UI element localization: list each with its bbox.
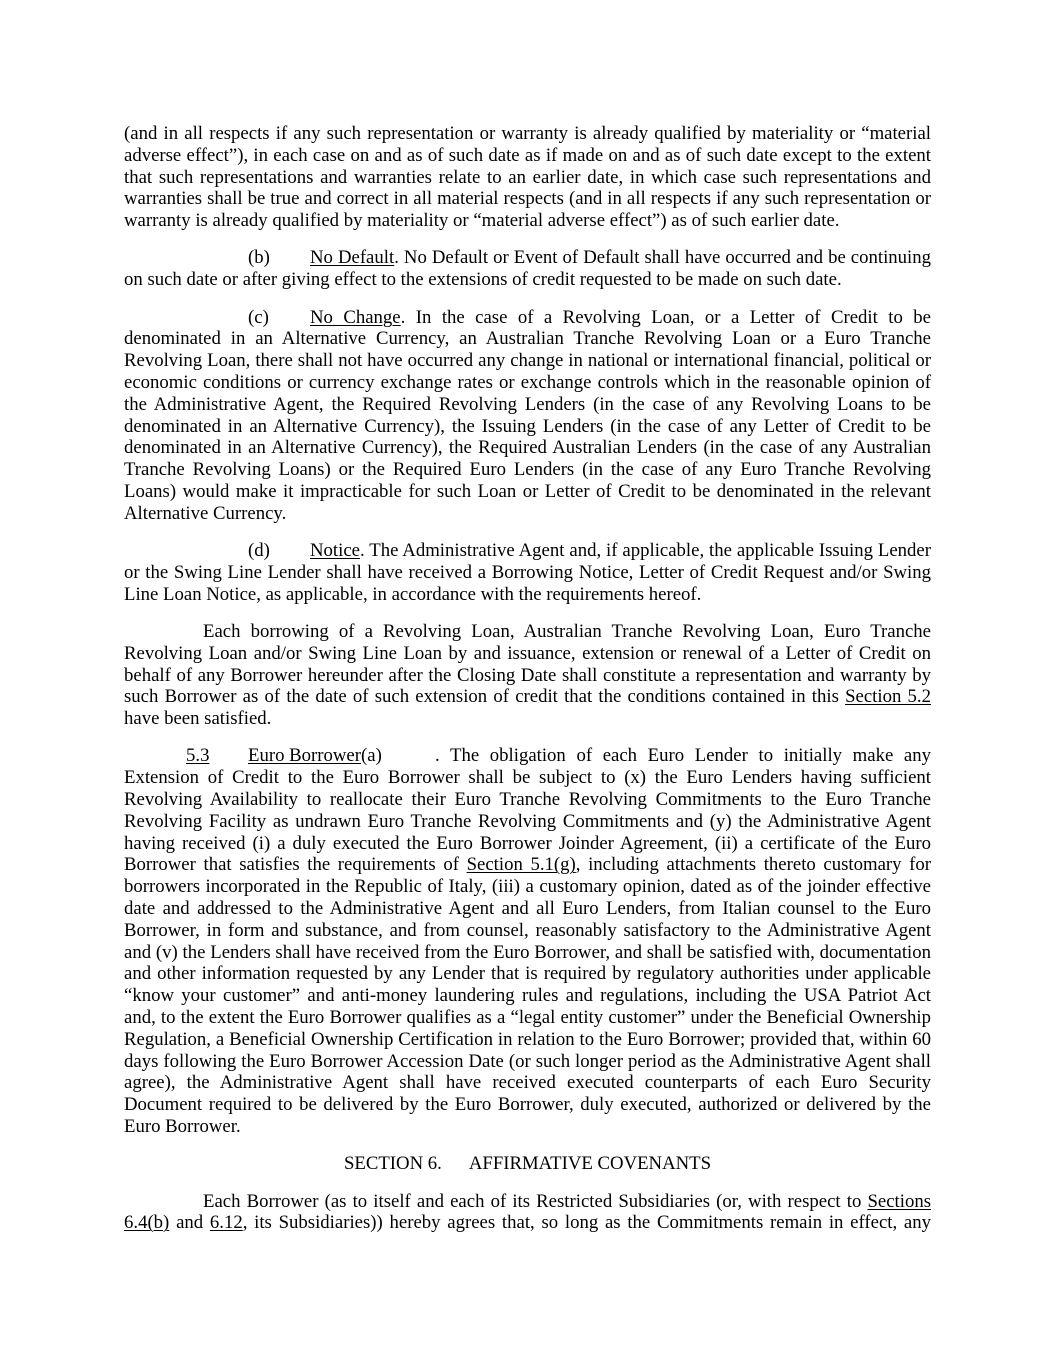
- text-line: “know your customer” and anti-money laundering rules and regulations, including the USA Patriot Act: [124, 985, 931, 1007]
- text-line: Revolving Loan and/or Swing Line Loan by and issuance, extension or renewal of a Letter of Credit on: [124, 642, 931, 664]
- text-line: Loans) would make it impracticable for such Loan or Letter of Credit to be denominated in the relevant: [124, 480, 931, 502]
- text-line: and (v) the Lenders shall have received from the Euro Borrower, and shall be satisfied with, documentation: [124, 941, 931, 963]
- text-line: and other information requested by any Lender that is required by regulatory authorities under applicable: [124, 963, 931, 985]
- text-line: (and in all respects if any such representation or warranty is already qualified by materiality or “material: [124, 123, 931, 144]
- text-line: Document required to be delivered by the Euro Borrower, duly executed, authorized or delivered by the: [124, 1094, 931, 1116]
- text-line: [124, 745, 931, 767]
- clause-text: . No Default or Event of Default shall have occurred and be continuing: [394, 247, 931, 269]
- text-line: and, to the extent the Euro Borrower qualifies as a “legal entity customer” under the Beneficial Ownership: [124, 1006, 931, 1028]
- text-line: denominated in an Alternative Currency), the Issuing Lenders (in the case of any Letter of Credit to be: [124, 415, 931, 437]
- text-line: having received (i) a duly executed the Euro Borrower Joinder Agreement, (ii) a certificate of the Euro: [124, 832, 931, 854]
- subclause-label: (a): [361, 745, 382, 767]
- text-line: denominated in an Alternative Currency, an Australian Tranche Revolving Loan or a Euro Tranche: [124, 328, 931, 350]
- text-line: Borrower, in form and substance, and from counsel, reasonably satisfactory to the Administrative Agent: [124, 919, 931, 941]
- section-6-intro: [124, 1191, 931, 1235]
- text-line: Revolving Loan, there shall not have occurred any change in national or international financial, political or: [124, 350, 931, 372]
- text-line: date and addressed to the Administrative Agent and all Euro Lenders, from Italian counsel to the Euro: [124, 898, 931, 919]
- clause-d-notice: [124, 540, 931, 605]
- line-text: Each Borrower (as to itself and each of its Restricted Subsidiaries (or, with respect to: [203, 1190, 868, 1212]
- text-line: Line Loan Notice, as applicable, in accordance with the requirements hereof.: [124, 583, 702, 605]
- text-line: days following the Euro Borrower Accession Date (or such longer period as the Administrative Agent shall: [124, 1050, 931, 1072]
- text-line: Tranche Revolving Loans) or the Required Euro Lenders (in the case of any Euro Tranche Revolving: [124, 459, 931, 481]
- section-number-cell: [186, 745, 248, 767]
- text-line: the Administrative Agent, the Required Revolving Lenders (in the case of any Revolving Loans to be: [124, 393, 931, 415]
- section-5-3-euro-borrower: [124, 745, 931, 1137]
- clause-heading: No Default: [310, 247, 395, 269]
- text-line: [124, 307, 931, 329]
- section-text: . The obligation of each Euro Lender to initially make any: [435, 745, 931, 767]
- text-line: agree), the Administrative Agent shall have received executed counterparts of each Euro Security: [124, 1072, 931, 1094]
- text-line: denominated in an Alternative Currency), the Required Australian Lenders (in the case of any Australian: [124, 437, 931, 459]
- text-line: adverse effect”), in each case on and as of such date as if made on and as of such date except to the extent: [124, 144, 931, 166]
- cross-reference: Section 5.2: [845, 686, 931, 708]
- text-line: economic conditions or currency exchange rates or exchange controls which in the reasonable opinion of: [124, 371, 931, 393]
- text-line: [124, 1191, 931, 1213]
- text-line: Revolving Facility as undrawn Euro Tranche Revolving Commitments and (y) the Administrative Agent: [124, 810, 931, 832]
- text-line: have been satisfied.: [124, 708, 272, 730]
- text-line: that such representations and warranties relate to an earlier date, in which case such representations and: [124, 166, 931, 188]
- clause-heading: Notice: [310, 540, 360, 562]
- text-line: behalf of any Borrower hereunder after the Closing Date shall constitute a representation and warranty by: [124, 664, 931, 686]
- text-line: borrowers incorporated in the Republic of Italy, (iii) a customary opinion, dated as of the joinder effective: [124, 876, 931, 898]
- cross-reference: 6.4(b): [124, 1212, 170, 1234]
- clause-text: . The Administrative Agent and, if applicable, the applicable Issuing Lender: [359, 540, 931, 562]
- text-line: warranties shall be true and correct in all material respects (and in all respects if any such representation or: [124, 188, 931, 210]
- line-text: such Borrower as of the date of such extension of credit that the conditions contained in this: [124, 686, 846, 708]
- paragraph-continuation: [124, 123, 931, 232]
- clause-c-no-change: [124, 307, 931, 525]
- clause-label: (c): [248, 306, 269, 328]
- cross-reference: Section 5.1(g): [466, 854, 576, 876]
- paragraph-borrowing-conditions: [124, 621, 931, 730]
- cross-reference: 6.12: [209, 1212, 243, 1234]
- clause-text: . In the case of a Revolving Loan, or a Letter of Credit to be: [400, 306, 931, 328]
- line-text: and: [169, 1212, 210, 1234]
- line-text: , including attachments thereto customary for: [575, 854, 932, 876]
- text-line: [124, 854, 931, 876]
- text-line: Regulation, a Beneficial Ownership Certification in relation to the Euro Borrower; provided that, within 60: [124, 1028, 931, 1050]
- text-line: Each borrowing of a Revolving Loan, Australian Tranche Revolving Loan, Euro Tranche: [203, 620, 931, 642]
- text-line: Revolving Availability to reallocate their Euro Tranche Revolving Commitments to the Euro Tranche: [124, 789, 931, 811]
- line-text: , its Subsidiaries)) hereby agrees that, so long as the Commitments remain in effect, any: [242, 1212, 931, 1234]
- clause-b-no-default: [124, 247, 931, 291]
- clause-heading: No Change: [310, 306, 401, 328]
- text-line: Extension of Credit to the Euro Borrower shall be subject to (x) the Euro Lenders having sufficient: [124, 767, 931, 789]
- section-title-cell: [248, 745, 435, 767]
- cross-reference: Sections: [867, 1190, 931, 1212]
- section-title: Euro Borrower: [248, 745, 361, 767]
- text-line: warranty is already qualified by materiality or “material adverse effect”) as of such earlier date.: [124, 210, 840, 232]
- section-number: 5.3: [186, 745, 210, 767]
- section-title: AFFIRMATIVE COVENANTS: [468, 1153, 712, 1175]
- line-text: Borrower that satisfies the requirements of: [124, 854, 467, 876]
- text-line: [124, 1212, 931, 1234]
- text-line: Alternative Currency.: [124, 502, 287, 524]
- clause-label: (d): [248, 540, 270, 562]
- text-line: [124, 686, 931, 708]
- text-line: on such date or after giving effect to the extensions of credit requested to be made on such date.: [124, 269, 842, 291]
- section-number: SECTION 6.: [343, 1153, 442, 1175]
- page-body: [124, 123, 931, 1250]
- text-line: Euro Borrower.: [124, 1115, 241, 1137]
- text-line: [124, 247, 931, 269]
- section-6-heading: [124, 1153, 931, 1175]
- text-line: or the Swing Line Lender shall have received a Borrowing Notice, Letter of Credit Request and/or Swing: [124, 561, 931, 583]
- text-line: [124, 540, 931, 562]
- clause-label: (b): [248, 247, 270, 269]
